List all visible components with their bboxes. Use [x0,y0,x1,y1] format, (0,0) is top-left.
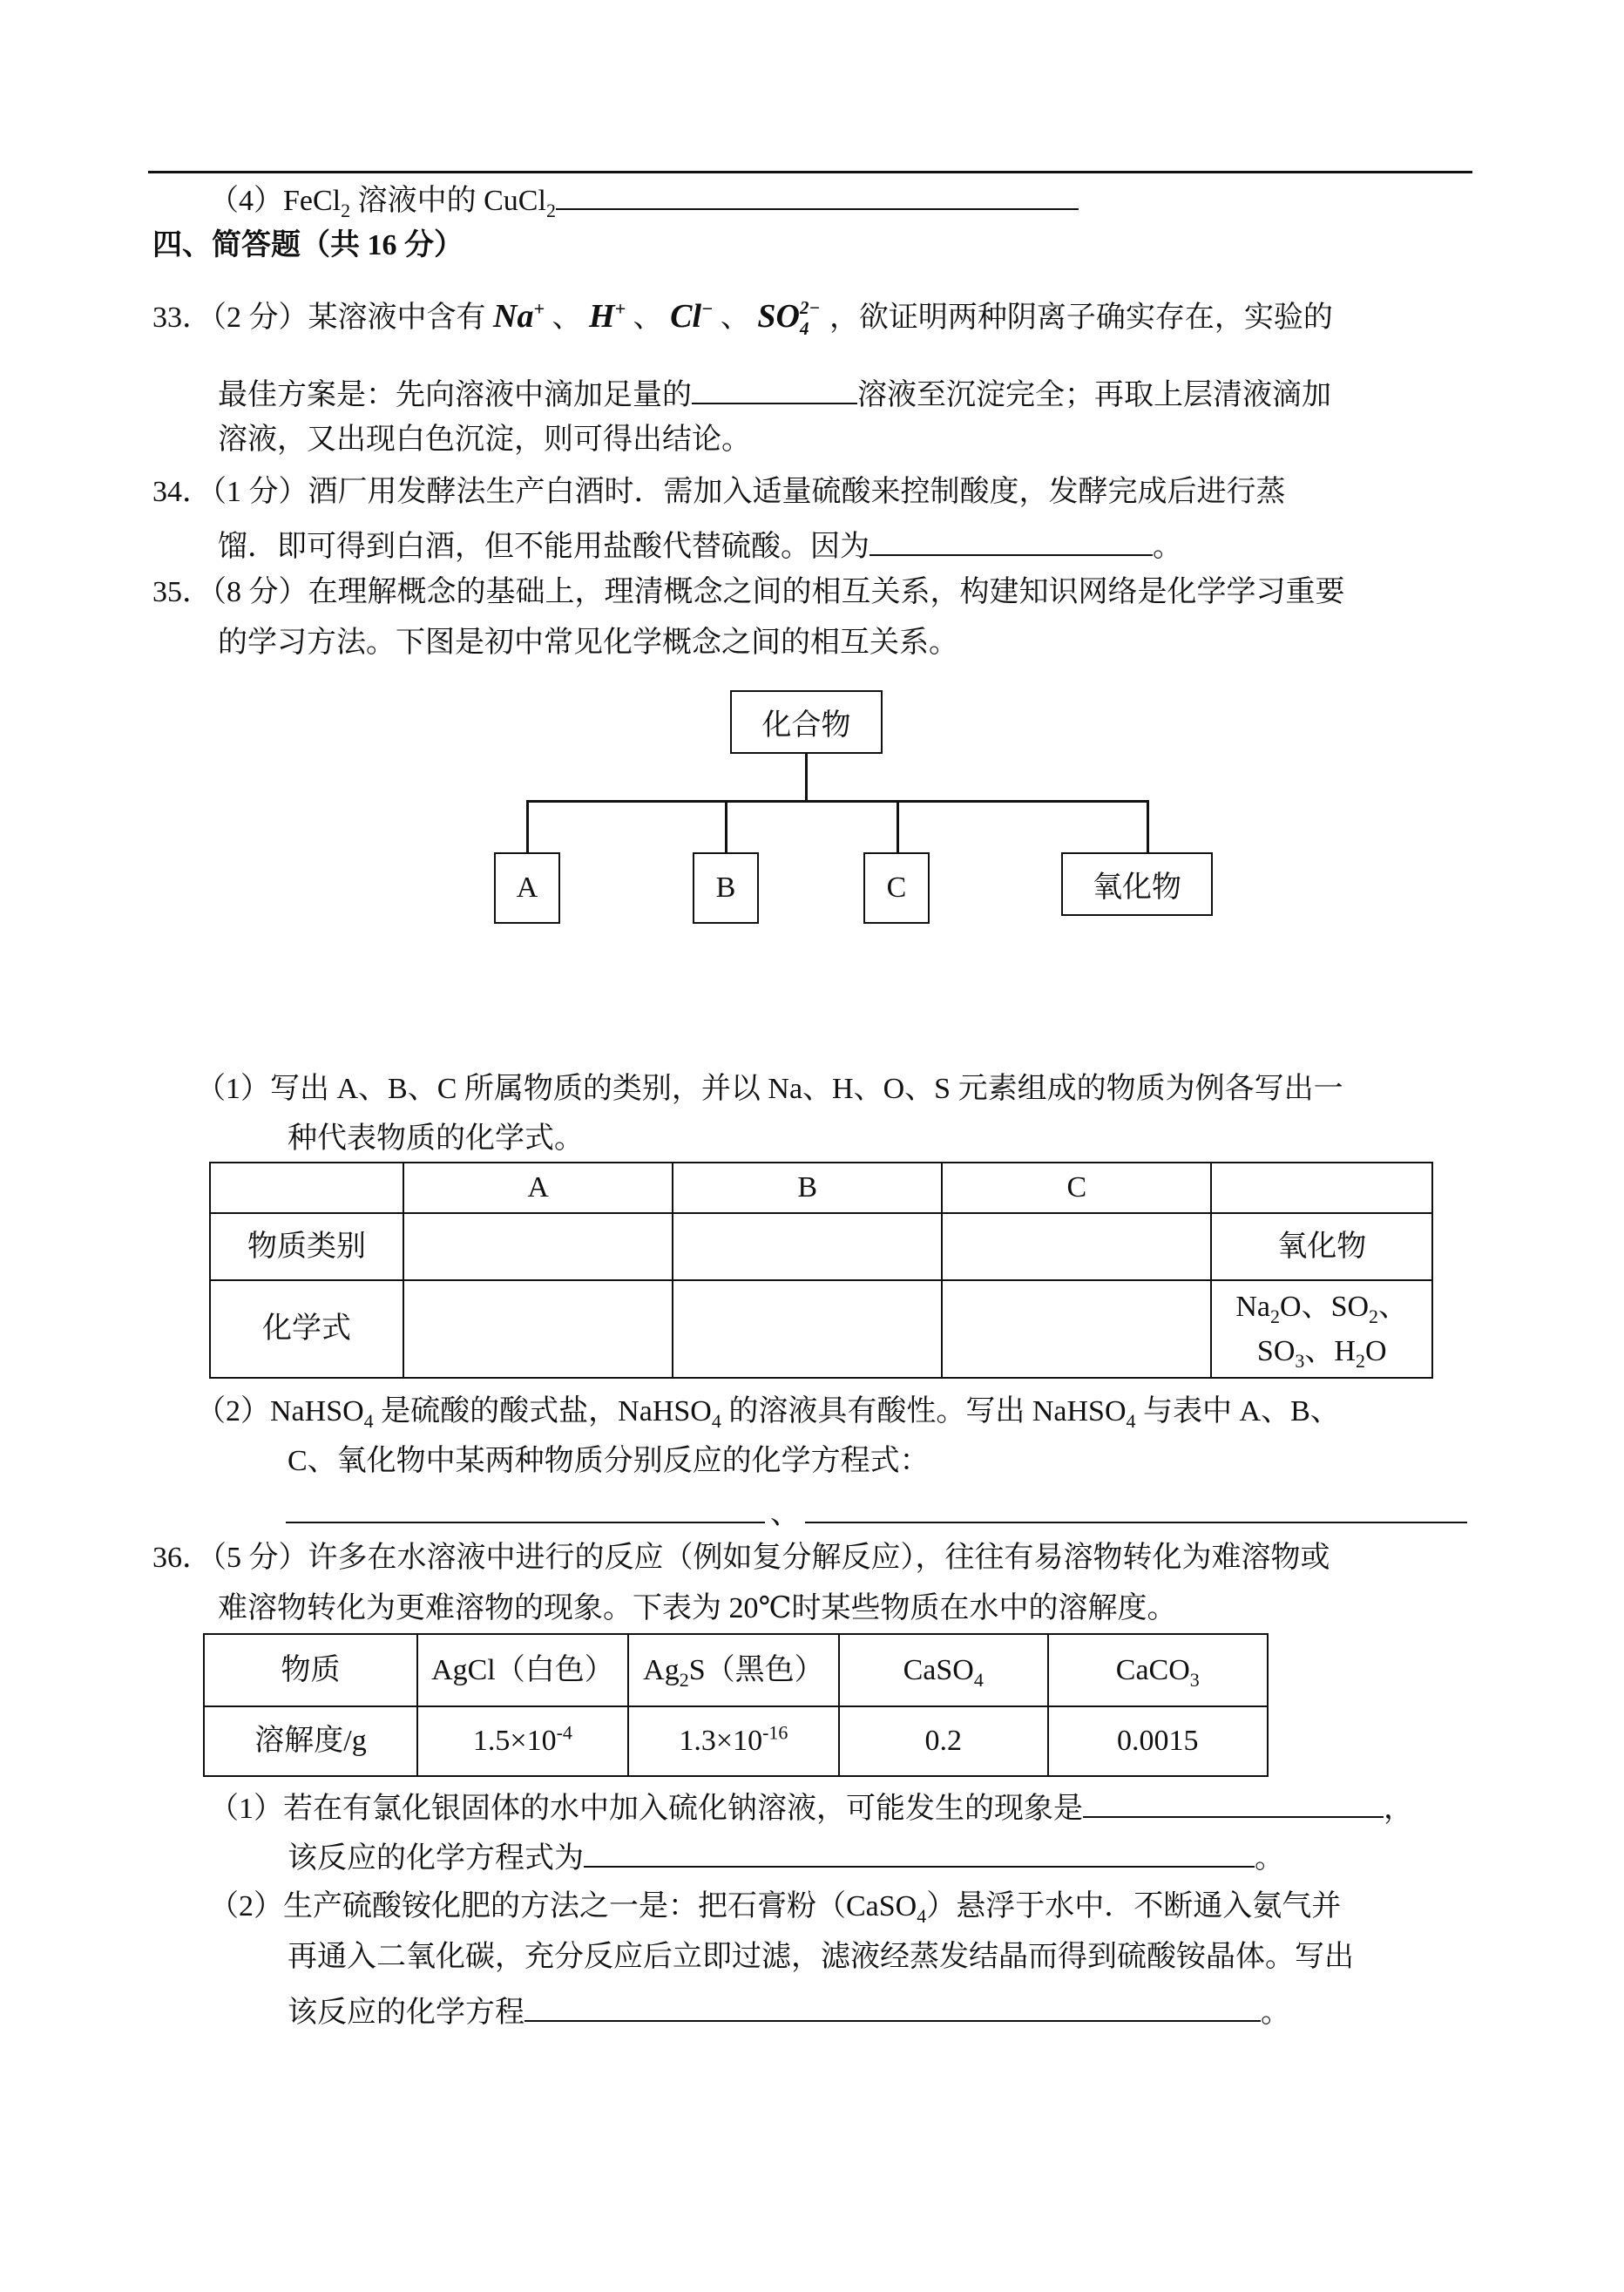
diagram-connector [725,800,727,854]
section-title: 四、简答题（共 16 分） [152,229,464,261]
table-header: CaSO$_4$ [839,1634,1048,1706]
solubility-table [203,1633,1269,1777]
answer-cell[interactable] [942,1280,1211,1378]
answer-cell[interactable] [942,1213,1211,1280]
q33-line1: 33．（2 分）某溶液中含有 Na+ 、 H+ 、 Cl− 、 SO 2− 4 ，欲证明两种阴离子确实存在，实验的 [152,297,1333,340]
answer-blank[interactable] [1083,1787,1384,1818]
answer-cell[interactable] [403,1213,673,1280]
diagram-box-a: A [494,852,560,924]
answer-blank[interactable] [524,1990,1261,2022]
q32-part4: （4）FeCl$_2$ 溶液中的 CuCl$_2$ [209,179,1079,218]
q36-line2: 难溶物转化为更难溶物的现象。下表为 20℃时某些物质在水中的溶解度。 [218,1592,1177,1624]
table-header [1211,1163,1432,1213]
answer-blank[interactable] [286,1492,765,1523]
row-label: 化学式 [210,1280,403,1378]
table-header: B [673,1163,942,1213]
table-header: A [403,1163,673,1213]
diagram-connector [897,800,899,854]
table-header: AgCl（白色） [417,1634,628,1706]
q36-sub2-line2: 再通入二氧化碳，充分反应后立即过滤，滤液经蒸发结晶而得到硫酸铵晶体。写出 [288,1941,1354,1973]
table-cell: 0.0015 [1048,1706,1268,1776]
row-label: 物质类别 [210,1213,403,1280]
diagram-box-b: B [693,852,759,924]
q34-line1: 34．（1 分）酒厂用发酵法生产白酒时．需加入适量硫酸来控制酸度，发酵完成后进行蒸 [152,476,1286,508]
q33-line2: 最佳方案是：先向溶液中滴加足量的 溶液至沉淀完全；再取上层清液滴加 [218,373,1331,412]
table-cell: $1.3\times 10^{-16}$ [628,1706,839,1776]
answer-cell[interactable] [673,1213,942,1280]
diagram-box-oxide: 氧化物 [1061,852,1213,916]
q35-line1: 35．（8 分）在理解概念的基础上，理清概念之间的相互关系，构建知识网络是化学学习重要 [152,576,1345,608]
q36-sub1-line1: （1）若在有氯化银固体的水中加入硫化钠溶液，可能发生的现象是 ， [209,1787,1413,1826]
classification-table [209,1162,1433,1379]
q35-sub2-line1: （2）NaHSO$_4$ 是硫酸的酸式盐，NaHSO$_4$ 的溶液具有酸性。写出 NaHSO$_4$ 与表中 A、B、 [196,1395,1340,1432]
diagram-connector [526,800,529,854]
diagram-connector [526,800,1148,803]
diagram-connector [1147,800,1149,854]
ion-h: H+ [589,297,626,335]
q35-line2: 的学习方法。下图是初中常见化学概念之间的相互关系。 [218,627,958,659]
ion-cl: Cl− [670,297,714,335]
header-rule [148,171,1472,173]
q33-line3: 溶液，又出现白色沉淀，则可得出结论。 [218,424,751,456]
table-header [210,1163,403,1213]
answer-blank[interactable] [584,1836,1255,1868]
answer-blank[interactable] [556,179,1079,210]
q35-sub1-line1: （1）写出 A、B、C 所属物质的类别，并以 Na、H、O、S 元素组成的物质为例各写出一 [196,1073,1343,1105]
table-cell: 氧化物 [1211,1213,1432,1280]
diagram-box-c: C [863,852,930,924]
answer-cell[interactable] [403,1280,673,1378]
ion-na: Na+ [493,297,545,335]
diagram-root-box: 化合物 [730,690,883,754]
answer-blank[interactable] [870,525,1153,556]
table-header: CaCO$_3$ [1048,1634,1268,1706]
ion-sulfate: SO 2− 4 [757,297,821,340]
q36-line1: 36．（5 分）许多在水溶液中进行的反应（例如复分解反应），往往有易溶物转化为难溶物或 [152,1542,1330,1574]
table-cell: $1.5\times 10^{-4}$ [417,1706,628,1776]
row-label: 溶解度/g [204,1706,417,1776]
q35-sub2-blanks: 、 [286,1492,1467,1531]
diagram-connector [805,754,808,802]
q35-sub2-line2: C、氧化物中某两种物质分别反应的化学方程式： [288,1445,930,1477]
table-header: C [942,1163,1211,1213]
oxide-formulas: $Na_2O$、$SO_2$、 $SO_3$、$H_2O$ [1211,1280,1432,1378]
table-header: 物质 [204,1634,417,1706]
answer-blank[interactable] [692,373,857,404]
q35-sub1-line2: 种代表物质的化学式。 [288,1122,584,1155]
q36-sub2-line1: （2）生产硫酸铵化肥的方法之一是：把石膏粉（CaSO$_4$）悬浮于水中．不断通入氨气并 [209,1890,1342,1927]
answer-blank[interactable] [805,1492,1467,1523]
q34-line2: 馏．即可得到白酒，但不能用盐酸代替硫酸。因为 。 [218,525,1182,564]
q36-sub2-line3: 该反应的化学方程 。 [288,1990,1290,2030]
table-cell: 0.2 [839,1706,1048,1776]
q36-sub1-line2: 该反应的化学方程式为 。 [288,1836,1284,1875]
table-header: $Ag_2S$（黑色） [628,1634,839,1706]
answer-cell[interactable] [673,1280,942,1378]
